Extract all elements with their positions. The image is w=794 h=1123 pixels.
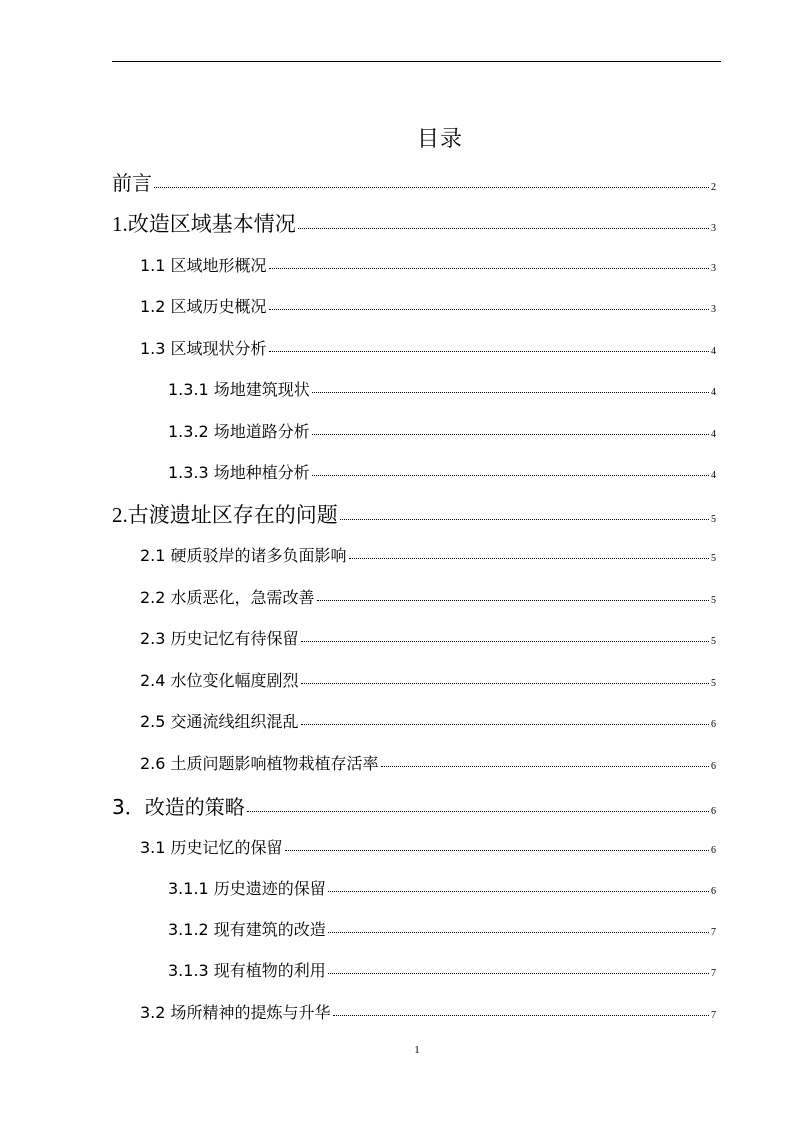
toc-page-number: 6 bbox=[711, 761, 716, 772]
toc-entry-text: 3.2 场所精神的提炼与升华 bbox=[140, 1003, 331, 1022]
toc-entry-3-1-2[interactable] bbox=[168, 917, 716, 940]
toc-entry-1-3-2[interactable] bbox=[168, 419, 716, 442]
toc-page-number: 4 bbox=[711, 346, 716, 357]
toc-leader-dots bbox=[247, 811, 709, 812]
toc-entry-1-2[interactable] bbox=[140, 294, 716, 317]
toc-entry-3-1-1[interactable] bbox=[168, 876, 716, 899]
toc-entry-chapter-3[interactable] bbox=[112, 791, 716, 820]
toc-entry-text: 1.3.1 场地建筑现状 bbox=[168, 380, 310, 399]
toc-page-number: 5 bbox=[711, 678, 716, 689]
toc-entry-3-2[interactable] bbox=[140, 1000, 716, 1023]
toc-page-number: 4 bbox=[711, 470, 716, 481]
toc-entry-text: 1.3 区域现状分析 bbox=[140, 339, 267, 358]
toc-entry-preface[interactable] bbox=[112, 167, 716, 196]
toc-leader-dots bbox=[328, 891, 709, 892]
toc-page-number: 7 bbox=[711, 1010, 716, 1021]
toc-entry-text: 1.2 区域历史概况 bbox=[140, 297, 267, 316]
toc-leader-dots bbox=[312, 434, 709, 435]
toc-entry-text: 2.古渡遗址区存在的问题 bbox=[112, 503, 338, 527]
toc-leader-dots bbox=[154, 187, 709, 188]
toc-entry-chapter-2[interactable] bbox=[112, 499, 716, 529]
toc-entry-text: 3．改造的策略 bbox=[112, 795, 245, 819]
toc-page-number: 5 bbox=[711, 636, 716, 647]
toc-entry-text: 3.1.2 现有建筑的改造 bbox=[168, 920, 326, 939]
toc-entry-text: 1.3.3 场地种植分析 bbox=[168, 463, 310, 482]
toc-leader-dots bbox=[312, 475, 709, 476]
toc-leader-dots bbox=[301, 641, 709, 642]
toc-leader-dots bbox=[301, 724, 709, 725]
toc-page-number: 2 bbox=[711, 182, 716, 193]
toc-page-number: 7 bbox=[711, 927, 716, 938]
toc-leader-dots bbox=[328, 973, 709, 974]
toc-leader-dots bbox=[381, 766, 709, 767]
toc-page-number: 6 bbox=[711, 806, 716, 817]
toc-leader-dots bbox=[349, 558, 709, 559]
toc-entry-text: 1.改造区域基本情况 bbox=[112, 212, 296, 236]
toc-page-number: 3 bbox=[711, 263, 716, 274]
toc-entry-1-3-1[interactable] bbox=[168, 377, 716, 400]
toc-leader-dots bbox=[269, 351, 709, 352]
toc-entry-text: 1.1 区域地形概况 bbox=[140, 256, 267, 275]
toc-entry-3-1[interactable] bbox=[140, 835, 716, 858]
toc-entry-3-1-3[interactable] bbox=[168, 958, 716, 981]
toc-entry-text: 3.1 历史记忆的保留 bbox=[140, 838, 283, 857]
toc-entry-text: 2.2 水质恶化，急需改善 bbox=[140, 588, 315, 607]
toc-entry-text: 2.4 水位变化幅度剧烈 bbox=[140, 671, 299, 690]
toc-title: 目录 bbox=[416, 127, 463, 152]
page-number: 1 bbox=[414, 1044, 420, 1056]
toc-page-number: 3 bbox=[711, 223, 716, 234]
toc-page-number: 6 bbox=[711, 886, 716, 897]
toc-page-number: 7 bbox=[711, 968, 716, 979]
header-rule bbox=[112, 61, 721, 62]
toc-entry-text: 2.6 土质问题影响植物栽植存活率 bbox=[140, 754, 379, 773]
toc-entry-text: 2.5 交通流线组织混乱 bbox=[140, 712, 299, 731]
toc-page-number: 5 bbox=[711, 595, 716, 606]
toc-entry-2-4[interactable] bbox=[140, 668, 716, 691]
toc-leader-dots bbox=[285, 850, 709, 851]
toc-page-number: 5 bbox=[711, 514, 716, 525]
toc-entry-text: 2.3 历史记忆有待保留 bbox=[140, 629, 299, 648]
toc-leader-dots bbox=[269, 309, 709, 310]
toc-entry-text: 前言 bbox=[112, 171, 152, 195]
toc-page-number: 4 bbox=[711, 387, 716, 398]
toc-entry-2-2[interactable] bbox=[140, 585, 716, 608]
toc-entry-1-3[interactable] bbox=[140, 336, 716, 359]
toc-leader-dots bbox=[340, 519, 709, 520]
toc-entry-chapter-1[interactable] bbox=[112, 208, 716, 238]
toc-page-number: 6 bbox=[711, 719, 716, 730]
toc-page-number: 5 bbox=[711, 553, 716, 564]
toc-leader-dots bbox=[317, 600, 709, 601]
toc-entry-2-6[interactable] bbox=[140, 751, 716, 774]
toc-entry-2-1[interactable] bbox=[140, 543, 716, 566]
toc-leader-dots bbox=[312, 392, 709, 393]
toc-leader-dots bbox=[333, 1015, 709, 1016]
toc-entry-text: 2.1 硬质驳岸的诸多负面影响 bbox=[140, 546, 347, 565]
toc-page-number: 6 bbox=[711, 845, 716, 856]
toc-page-number: 3 bbox=[711, 304, 716, 315]
toc-entry-text: 3.1.1 历史遗迹的保留 bbox=[168, 879, 326, 898]
toc-leader-dots bbox=[269, 268, 709, 269]
toc-entry-2-5[interactable] bbox=[140, 709, 716, 732]
toc-page-number: 4 bbox=[711, 429, 716, 440]
toc-leader-dots bbox=[301, 683, 709, 684]
toc-entry-1-1[interactable] bbox=[140, 253, 716, 276]
toc-leader-dots bbox=[328, 932, 709, 933]
toc-leader-dots bbox=[298, 228, 709, 229]
toc-entry-text: 3.1.3 现有植物的利用 bbox=[168, 961, 326, 980]
toc-entry-2-3[interactable] bbox=[140, 626, 716, 649]
toc-entry-1-3-3[interactable] bbox=[168, 460, 716, 483]
toc-entry-text: 1.3.2 场地道路分析 bbox=[168, 422, 310, 441]
